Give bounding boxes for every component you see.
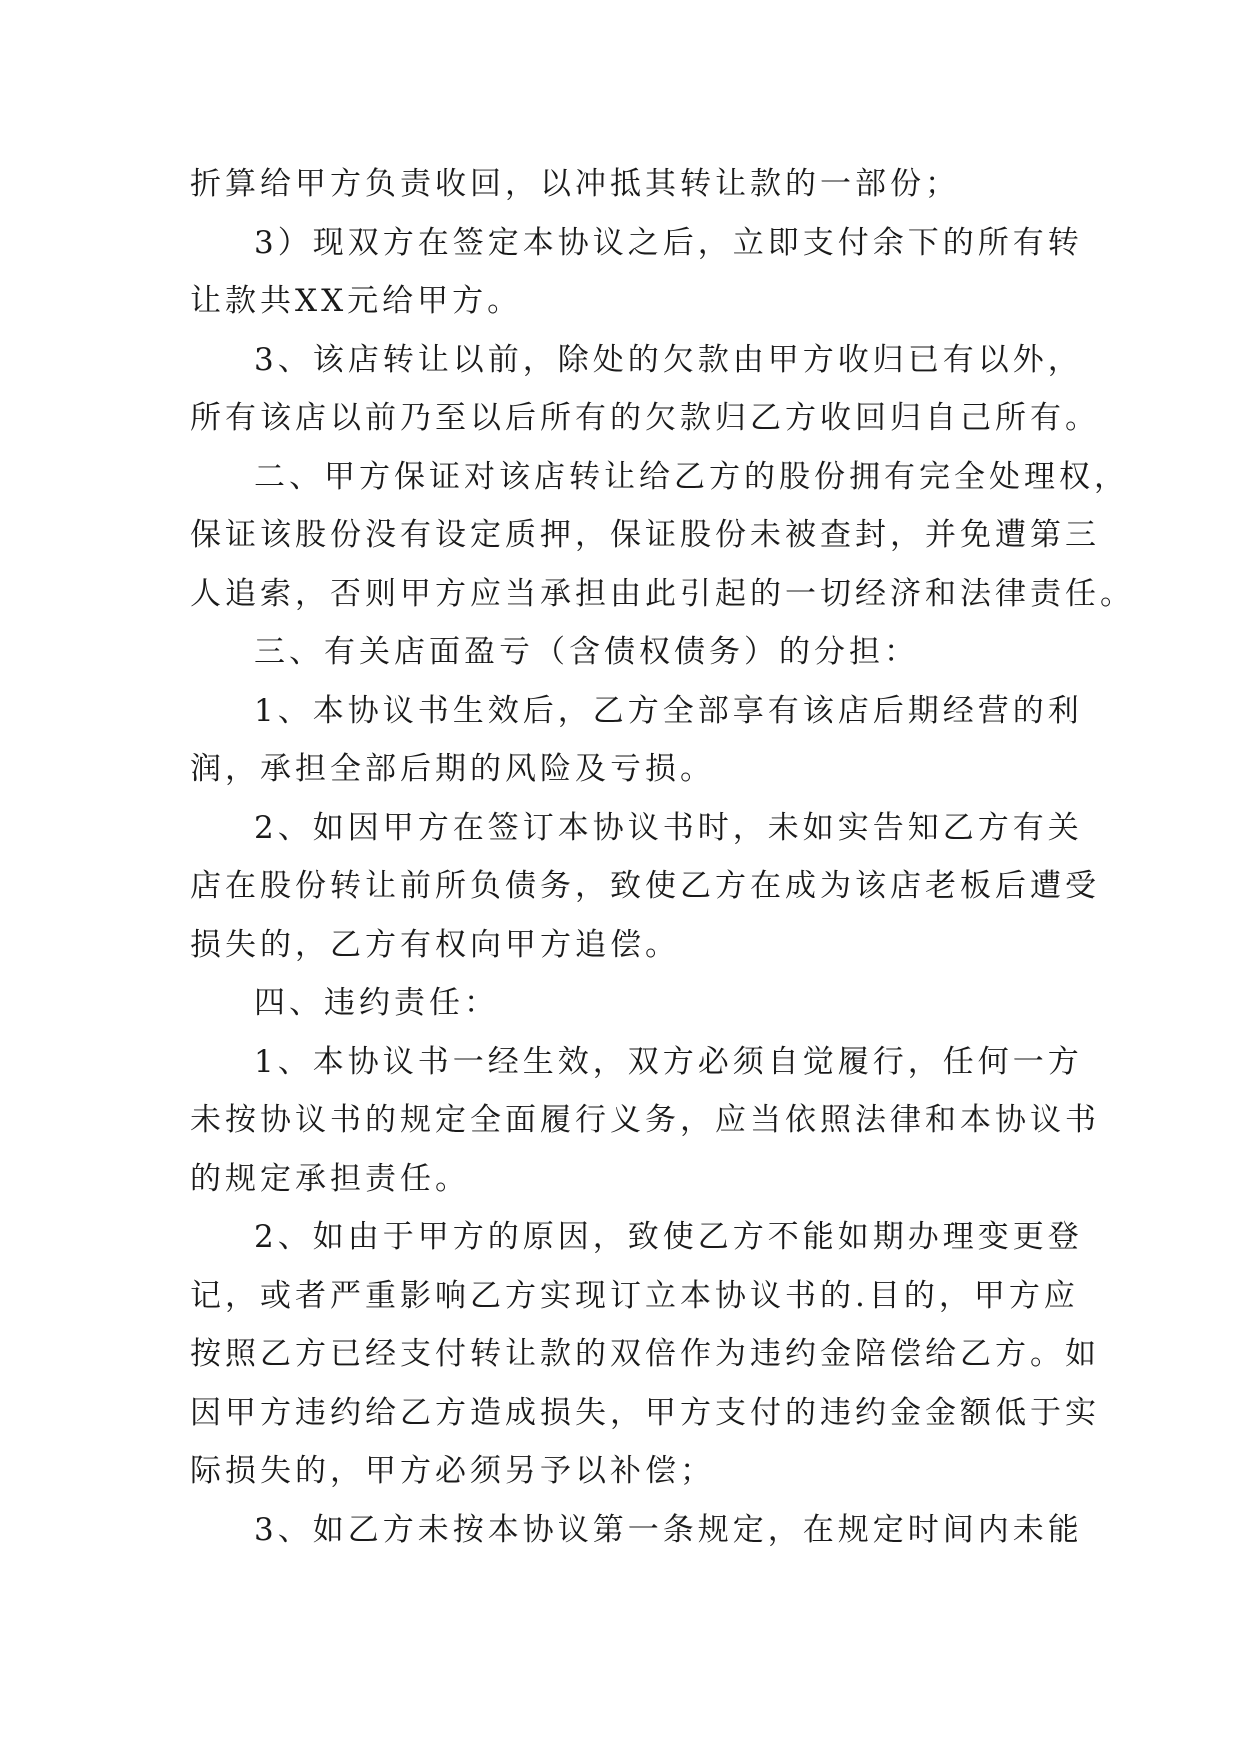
document-line: 所有该店以前乃至以后所有的欠款归乙方收回归自己所有。	[190, 400, 1100, 436]
document-line: 二、甲方保证对该店转让给乙方的股份拥有完全处理权，	[254, 458, 1129, 495]
document-body	[190, 155, 1135, 1559]
document-line: 际损失的，甲方必须另予以补偿；	[190, 1453, 715, 1489]
document-line: 记，或者严重影响乙方实现订立本协议书的.目的，甲方应	[190, 1277, 1079, 1314]
document-line: 润，承担全部后期的风险及亏损。	[190, 751, 715, 787]
document-line: 折算给甲方负责收回，以冲抵其转让款的一部份；	[190, 166, 960, 202]
document-line: 让款共XX元给甲方。	[190, 283, 523, 319]
document-line: 2、如因甲方在签订本协议书时，未如实告知乙方有关	[254, 809, 1083, 846]
document-line: 损失的，乙方有权向甲方追偿。	[190, 926, 680, 963]
document-line: 三、有关店面盈亏（含债权债务）的分担：	[254, 634, 919, 670]
document-line: 按照乙方已经支付转让款的双倍作为违约金陪偿给乙方。如	[190, 1336, 1100, 1372]
document-line: 的规定承担责任。	[190, 1160, 470, 1197]
document-line: 四、违约责任：	[254, 985, 499, 1021]
document-line: 3、如乙方未按本协议第一条规定，在规定时间内未能	[254, 1511, 1083, 1548]
document-line: 未按协议书的规定全面履行义务，应当依照法律和本协议书	[190, 1102, 1100, 1138]
document-line: 店在股份转让前所负债务，致使乙方在成为该店老板后遭受	[190, 868, 1100, 904]
document-line: 因甲方违约给乙方造成损失，甲方支付的违约金金额低于实	[190, 1394, 1100, 1431]
document-line: 1、本协议书一经生效，双方必须自觉履行，任何一方	[254, 1043, 1083, 1080]
document-line: 人追索，否则甲方应当承担由此引起的一切经济和法律责任。	[190, 575, 1135, 612]
document-line: 保证该股份没有设定质押，保证股份未被查封，并免遭第三	[190, 517, 1100, 553]
document-line: 1、本协议书生效后，乙方全部享有该店后期经营的利	[254, 692, 1083, 729]
document-line: 3）现双方在签定本协议之后，立即支付余下的所有转	[254, 224, 1083, 261]
document-line: 2、如由于甲方的原因，致使乙方不能如期办理变更登	[254, 1219, 1083, 1255]
document-line: 3、该店转让以前，除处的欠款由甲方收归已有以外，	[254, 341, 1083, 378]
